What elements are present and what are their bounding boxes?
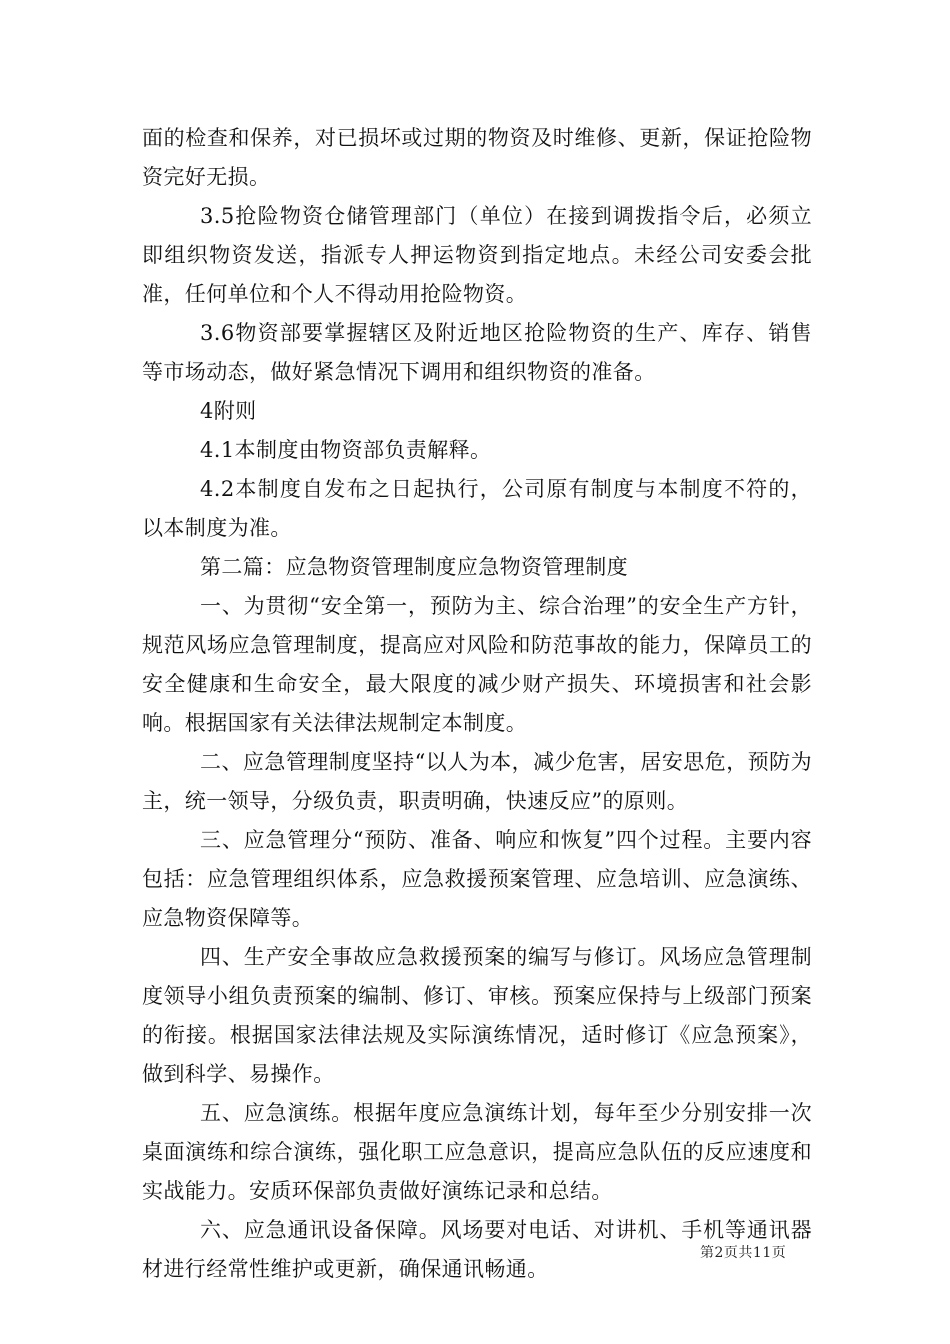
paragraph-item-5: 五、应急演练。根据年度应急演练计划，每年至少分别安排一次桌面演练和综合演练，强化职工应急意识，提高应急队伍的反应速度和实战能力。安质环保部负责做好演练记录和总结。 — [142, 1101, 812, 1203]
document-body — [142, 119, 812, 1289]
paragraph-item-1: 一、为贯彻“安全第一，预防为主、综合治理”的安全生产方针，规范风场应急管理制度，提高应对风险和防范事故的能力，保障员工的安全健康和生命安全，最大限度的减少财产损失、环境损害和社会影响。根据国家有关法律法规制定本制度。 — [142, 594, 812, 735]
paragraph-4-2: 4.2本制度自发布之日起执行，公司原有制度与本制度不符的，以本制度为准。 — [142, 477, 812, 540]
page-number: 第2页共11页 — [700, 1245, 787, 1261]
paragraph-3-6: 3.6物资部要掌握辖区及附近地区抢险物资的生产、库存、销售等市场动态，做好紧急情况下调用和组织物资的准备。 — [142, 321, 812, 384]
paragraph-item-4: 四、生产安全事故应急救援预案的编写与修订。风场应急管理制度领导小组负责预案的编制、修订、审核。预案应保持与上级部门预案的衔接。根据国家法律法规及实际演练情况，适时修订《应急预案》，做到科学、易操作。 — [142, 945, 812, 1086]
paragraph-3-5: 3.5抢险物资仓储管理部门（单位）在接到调拨指令后，必须立即组织物资发送，指派专人押运物资到指定地点。未经公司安委会批准，任何单位和个人不得动用抢险物资。 — [142, 204, 812, 306]
chapter-heading-part-two: 第二篇：应急物资管理制度应急物资管理制度 — [200, 555, 628, 579]
section-heading-appendix: 4附则 — [200, 399, 257, 423]
paragraph-item-2: 二、应急管理制度坚持“以人为本，减少危害，居安思危，预防为主，统一领导，分级负责，职责明确，快速反应”的原则。 — [142, 750, 812, 813]
paragraph-item-3: 三、应急管理分“预防、准备、响应和恢复”四个过程。主要内容包括：应急管理组织体系，应急救援预案管理、应急培训、应急演练、应急物资保障等。 — [142, 828, 812, 930]
paragraph-item-6: 六、应急通讯设备保障。风场要对电话、对讲机、手机等通讯器材进行经常性维护或更新，确保通讯畅通。 — [142, 1218, 812, 1281]
paragraph-continuation: 面的检查和保养，对已损坏或过期的物资及时维修、更新，保证抢险物资完好无损。 — [142, 126, 812, 189]
paragraph-4-1: 4.1本制度由物资部负责解释。 — [200, 438, 492, 462]
